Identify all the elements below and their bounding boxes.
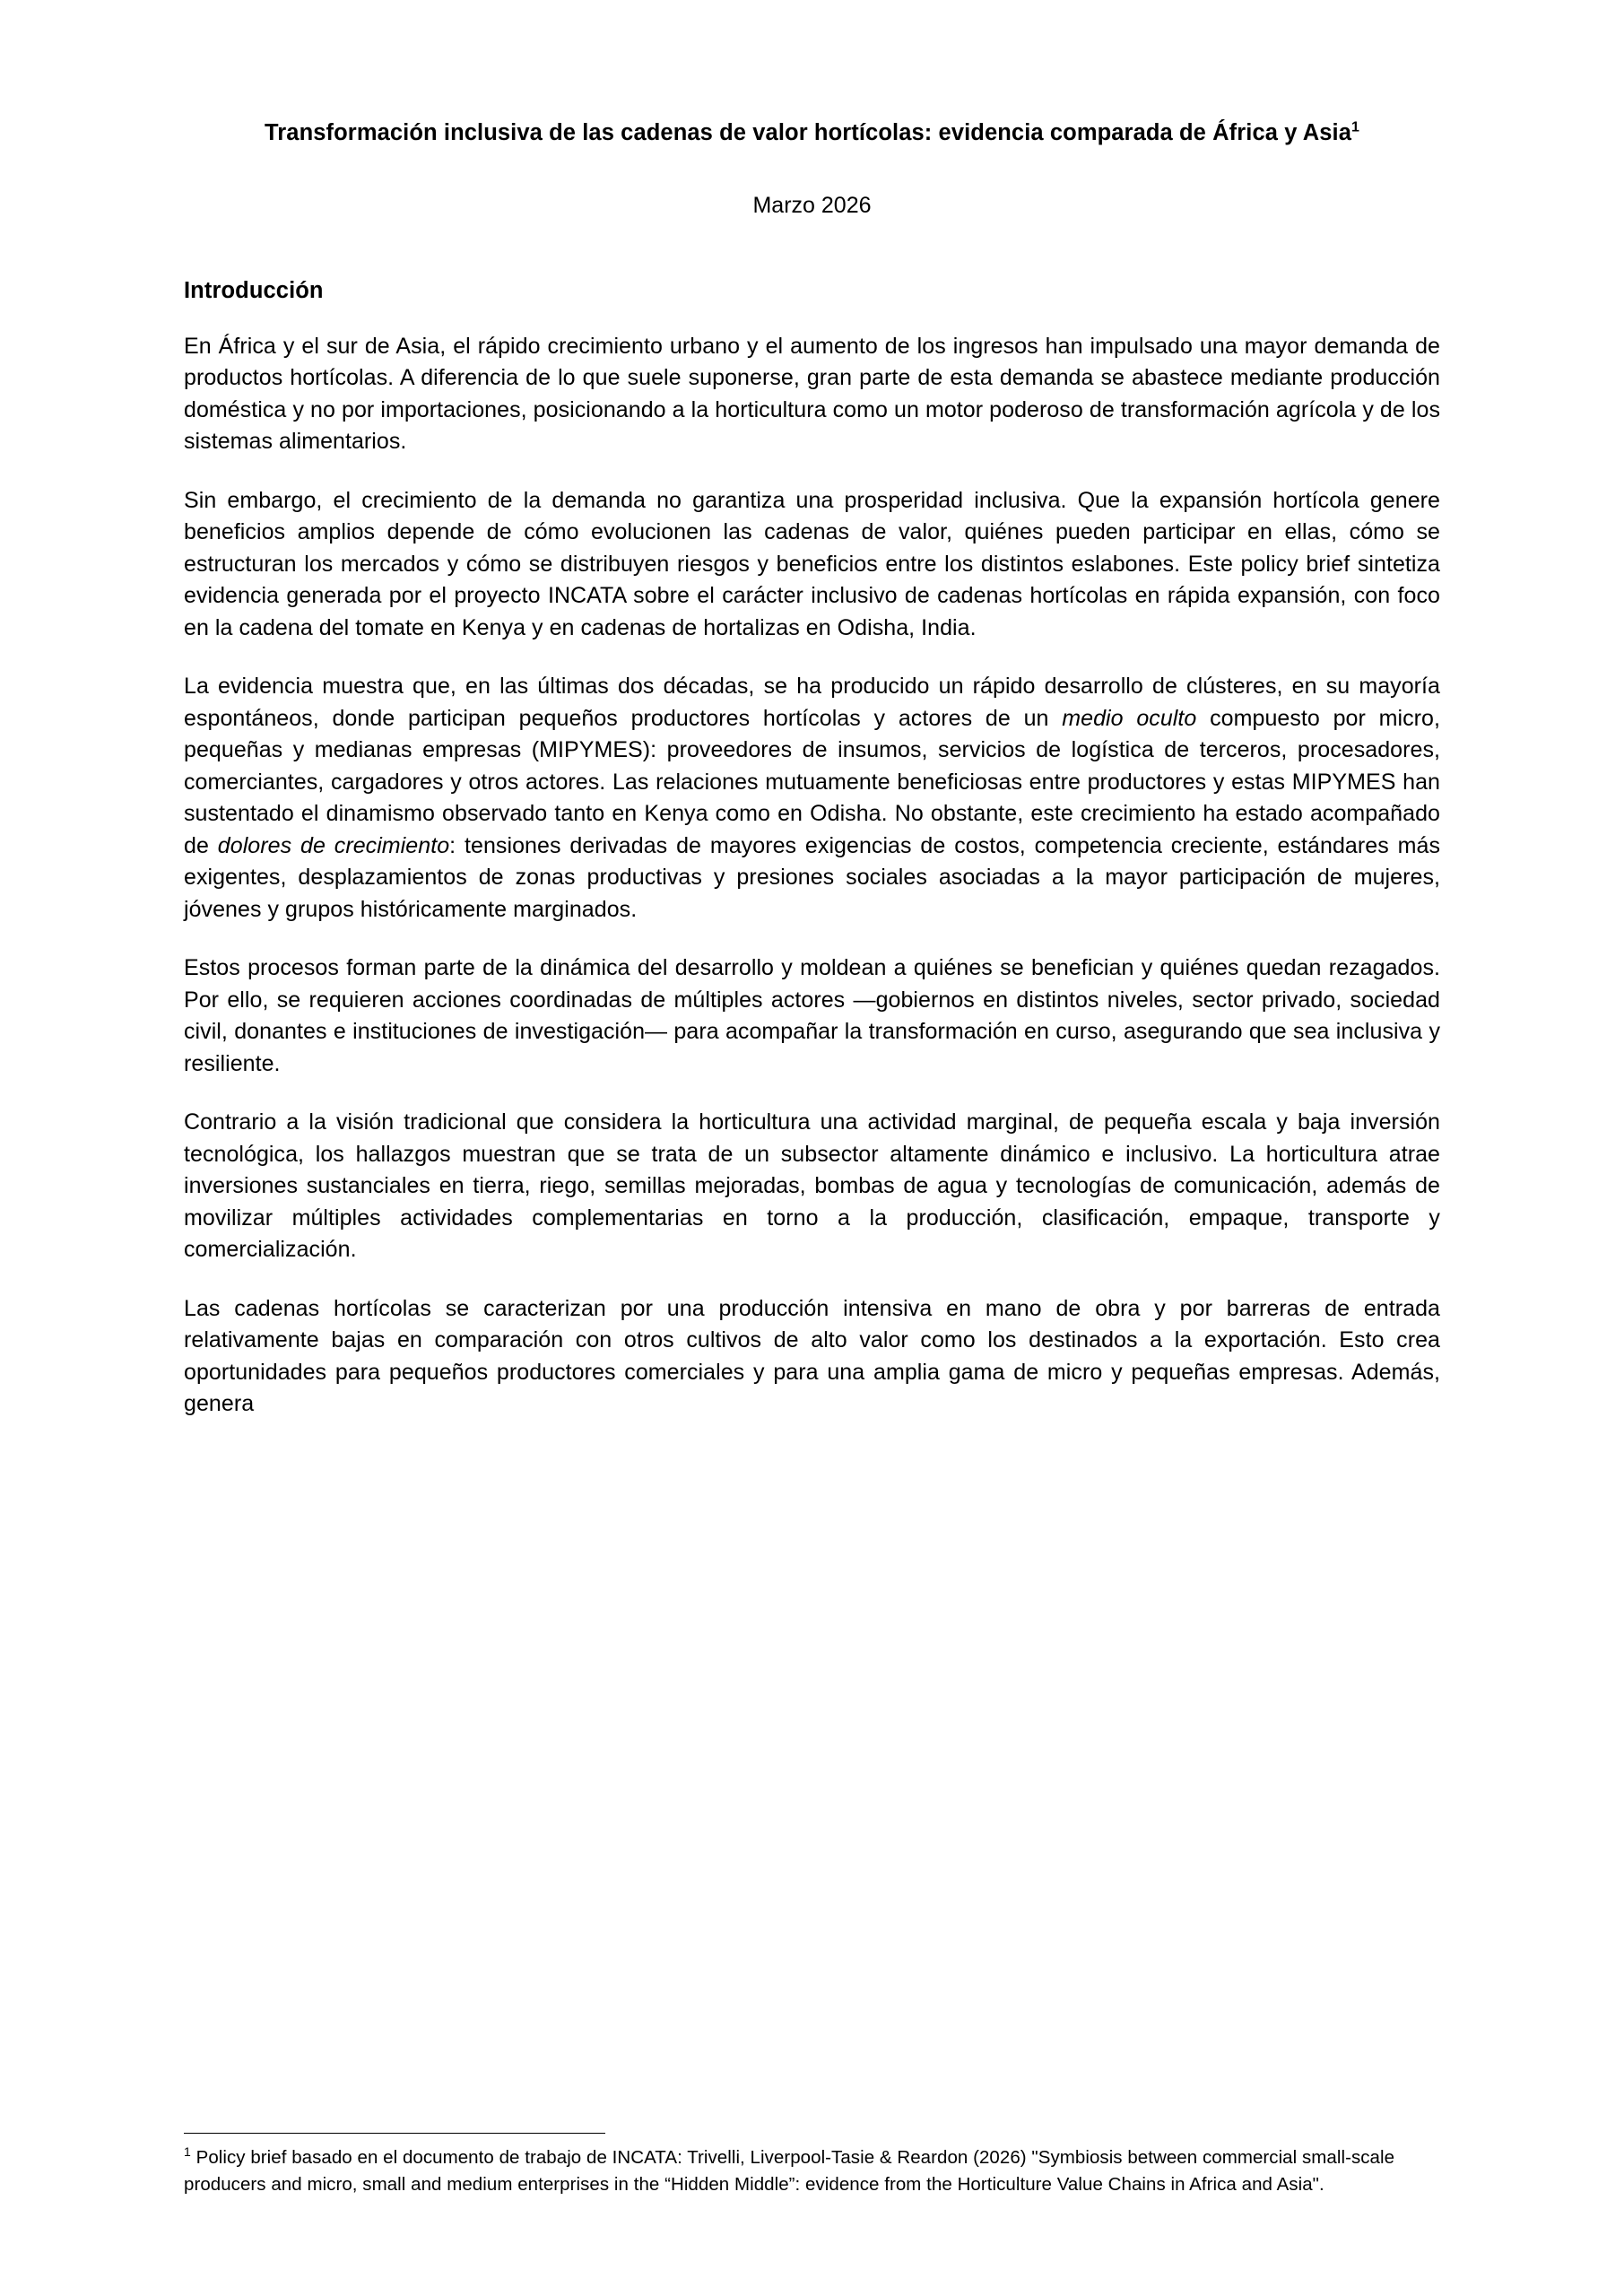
paragraph-3-part-1: La evidencia muestra que, en las últimas dos décadas, se ha producido un rápido desarrollo de clústeres, en su mayoría espontáneos, donde participan pequeños productores hortícolas y actores de un [184,674,1440,731]
footnote-separator [184,2133,605,2134]
paragraph-3-italic-1: medio oculto [1062,705,1197,731]
footnote-marker: 1 [184,2144,191,2159]
page-title-line-2: África y Asia [1212,120,1351,145]
footnote-area [184,2133,1440,2200]
paragraph-6: Las cadenas hortícolas se caracterizan por una producción intensiva en mano de obra y por barreras de entrada relativamente bajas en comparación con otros cultivos de alto valor como los destinados a la exportación. Esto crea oportunidades para pequeños productores comerciales y para una amplia gama de micro y pequeñas empresas. Además, genera [184,1295,1440,1417]
section-heading-introduccion: Introducción [184,277,324,303]
title-footnote-marker: 1 [1351,119,1359,135]
paragraph-2: Sin embargo, el crecimiento de la demanda no garantiza una prosperidad inclusiva. Que la expansión hortícola genere beneficios amplios depende de cómo evolucionen las cadenas de valor, quiénes pueden participar en ellas, cómo se estructuran los mercados y cómo se distribuyen riesgos y beneficios entre los distintos eslabones. Este policy brief sintetiza evidencia generada por el proyecto INCATA sobre el carácter inclusivo de cadenas hortícolas en rápida expansión, con foco en la cadena del tomate en Kenya y en cadenas de hortalizas en Odisha, India. [184,487,1440,640]
document-date: Marzo 2026 [752,192,872,218]
paragraph-3-italic-2: dolores de crecimiento [217,832,450,858]
paragraph-3-part-2: compuesto por micro, pequeñas y medianas empresas (MIPYMES): proveedores de insumos, servicios de logística de terceros, procesadores, comerciantes, cargadores y otros actores. Las relaciones mutuamente beneficiosas entre productores y estas MIPYMES han sustentado el dinamismo observado tanto en Kenya como en Odisha. No obstante, este crecimiento ha estado acompañado de [184,705,1440,858]
page-title [195,117,1429,150]
paragraph-3-mixed [184,671,1440,926]
footnote-1 [184,2144,1440,2200]
paragraph-3-part-3: : tensiones derivadas de mayores exigencias de costos, competencia creciente, estándares más exigentes, desplazamientos de zonas productivas y presiones sociales asociadas a la mayor participación de mujeres, jóvenes y grupos históricamente marginados. [184,832,1440,922]
paragraph-1: En África y el sur de Asia, el rápido crecimiento urbano y el aumento de los ingresos han impulsado una mayor demanda de productos hortícolas. A diferencia de lo que suele suponerse, gran parte de esta demanda se abastece mediante producción doméstica y no por importaciones, posicionando a la horticultura como un motor poderoso de transformación agrícola y de los sistemas alimentarios. [184,333,1440,455]
page-title-line-1: Transformación inclusiva de las cadenas de valor hortícolas: evidencia comparada de [265,120,1206,145]
footnote-body: Policy brief basado en el documento de trabajo de INCATA: Trivelli, Liverpool-Tasie & Reardon (2026) "Symbiosis between commercial small-scale producers and micro, small and medium enterprises in the “Hidden Middle”: evidence from the Horticulture Value Chains in Africa and Asia". [184,2146,1395,2196]
paragraph-4: Estos procesos forman parte de la dinámica del desarrollo y moldean a quiénes se benefician y quiénes quedan rezagados. Por ello, se requieren acciones coordinadas de múltiples actores —gobiernos en distintos niveles, sector privado, sociedad civil, donantes e instituciones de investigación— para acompañar la transformación en curso, asegurando que sea inclusiva y resiliente. [184,955,1440,1076]
paragraph-5: Contrario a la visión tradicional que considera la horticultura una actividad marginal, de pequeña escala y baja inversión tecnológica, los hallazgos muestran que se trata de un subsector altamente dinámico e inclusivo. La horticultura atrae inversiones sustanciales en tierra, riego, semillas mejoradas, bombas de agua y tecnologías de comunicación, además de movilizar múltiples actividades complementarias en torno a la producción, clasificación, empaque, transporte y comercialización. [184,1109,1440,1263]
